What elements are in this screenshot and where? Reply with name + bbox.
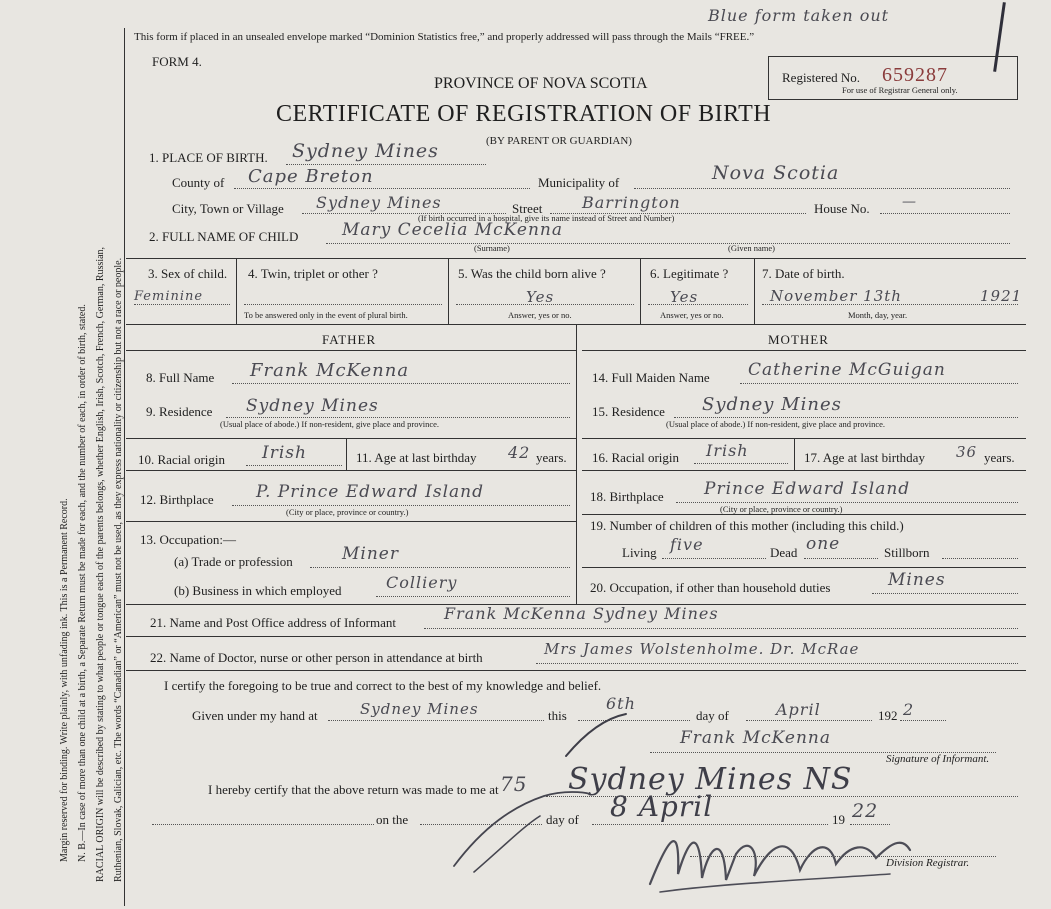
municipality-label: Municipality of	[538, 175, 620, 190]
father-trade-value: Miner	[342, 544, 399, 564]
father-name-line	[232, 383, 570, 384]
sex-line	[134, 304, 230, 305]
legitimate-note: Answer, yes or no.	[660, 310, 724, 320]
day-value: 6th	[606, 694, 636, 713]
father-heading-rule	[126, 350, 576, 351]
mother-rule-1	[582, 438, 1026, 439]
margin-note-4: Ruthenian, Slovak, Galician, etc. The words “Canadian” or “American” must not be used, as they express nationality or citizenship but not a race or people.	[113, 257, 124, 882]
county-label: County of	[172, 175, 225, 190]
registrar-year-prefix: 19	[832, 812, 845, 827]
sex-label: 3. Sex of child.	[148, 266, 228, 281]
municipality-value: Nova Scotia	[712, 162, 840, 184]
city-label: City, Town or Village	[172, 201, 284, 216]
registrar-number-value: 75	[500, 772, 528, 796]
mother-racial-value: Irish	[706, 441, 749, 460]
county-line	[234, 188, 530, 189]
hospital-note: (If birth occurred in a hospital, give its name instead of Street and Number)	[418, 213, 675, 223]
top-note: Blue form taken out	[708, 6, 890, 25]
alive-line	[456, 304, 634, 305]
mail-notice: This form if placed in an unsealed envelope marked “Dominion Statistics free,” and properly addressed will pass through the Mails “FREE.”	[134, 31, 755, 43]
father-age-label: 11. Age at last birthday	[356, 450, 477, 465]
registered-number: 659287	[882, 64, 948, 86]
full-name-line	[326, 243, 1010, 244]
sex-value: Feminine	[134, 289, 204, 304]
mother-living-line	[662, 558, 766, 559]
house-value: —	[902, 194, 917, 210]
mother-rule-4	[582, 567, 1026, 568]
informant-label: 21. Name and Post Office address of Informant	[150, 615, 396, 630]
informant-line	[424, 628, 1018, 629]
father-racial-value: Irish	[262, 443, 307, 463]
mother-heading-rule	[582, 350, 1026, 351]
registrar-on-line	[152, 824, 374, 825]
registrar-on-label: on the	[376, 812, 409, 827]
father-abode-note: (Usual place of abode.) If non-resident, give place and province.	[220, 419, 440, 429]
form-number: FORM 4.	[152, 54, 202, 69]
informant-signature: Frank McKenna	[680, 728, 831, 748]
father-rule-3	[126, 521, 576, 522]
mother-birthplace-line	[676, 502, 1018, 503]
place-of-birth-value: Sydney Mines	[292, 140, 439, 162]
date-line	[762, 304, 1018, 305]
col-sep-2	[448, 258, 449, 324]
registrar-place-value: Sydney Mines NS	[568, 762, 853, 797]
mother-birthplace-label: 18. Birthplace	[590, 489, 664, 504]
doctor-label: 22. Name of Doctor, nurse or other person in attendance at birth	[150, 650, 483, 665]
mother-residence-value: Sydney Mines	[702, 394, 842, 415]
province-heading: PROVINCE OF NOVA SCOTIA	[434, 75, 648, 92]
date-note: Month, day, year.	[848, 310, 908, 320]
mother-living-value: five	[670, 535, 704, 554]
mother-dead-value: one	[806, 534, 841, 554]
informant-signature-mark	[546, 712, 636, 760]
mother-rule-2	[582, 470, 1026, 471]
legitimate-line	[648, 304, 748, 305]
mother-dead-line	[804, 558, 878, 559]
legitimate-label: 6. Legitimate ?	[650, 266, 729, 281]
father-residence-label: 9. Residence	[146, 404, 213, 419]
year-prefix: 192	[878, 708, 898, 723]
alive-value: Yes	[526, 288, 555, 306]
informant-rule	[126, 636, 1026, 637]
given-label: Given under my hand at	[192, 708, 318, 723]
place-of-birth-label: 1. PLACE OF BIRTH.	[149, 150, 268, 165]
mother-name-value: Catherine McGuigan	[748, 360, 946, 380]
birth-year-value: 1921	[980, 287, 1023, 305]
alive-note: Answer, yes or no.	[508, 310, 572, 320]
registrar-statement: I hereby certify that the above return was made to me at	[208, 782, 499, 797]
father-birthplace-line	[232, 505, 570, 506]
col-sep-1	[236, 258, 237, 324]
given-place-line	[328, 720, 544, 721]
father-occupation-label: 13. Occupation:—	[140, 532, 237, 547]
father-name-label: 8. Full Name	[146, 370, 215, 385]
mother-heading: MOTHER	[768, 332, 829, 347]
twin-note: To be answered only in the event of plural birth.	[244, 310, 408, 320]
mother-abode-note: (Usual place of abode.) If non-resident, give place and province.	[666, 419, 886, 429]
mother-children-label: 19. Number of children of this mother (including this child.)	[590, 518, 904, 533]
mother-dead-label: Dead	[770, 545, 798, 560]
father-age-sep	[346, 438, 347, 470]
municipality-line	[634, 188, 1010, 189]
certificate-subtitle: (BY PARENT OR GUARDIAN)	[486, 135, 632, 147]
twin-label: 4. Twin, triplet or other ?	[248, 266, 378, 281]
mother-stillborn-line	[942, 558, 1018, 559]
mother-residence-line	[674, 417, 1018, 418]
mother-racial-label: 16. Racial origin	[592, 450, 680, 465]
father-racial-label: 10. Racial origin	[138, 452, 226, 467]
col-sep-4	[754, 258, 755, 324]
mother-name-label: 14. Full Maiden Name	[592, 370, 710, 385]
mother-years-label: years.	[984, 450, 1015, 465]
doctor-rule	[126, 670, 1026, 671]
registrar-flourish	[444, 786, 594, 876]
margin-note-1: Margin reserved for binding. Write plainly, with unfading ink. This is a Permanent Record.	[59, 498, 70, 862]
this-label: this	[548, 708, 567, 723]
city-value: Sydney Mines	[316, 193, 442, 212]
doctor-line	[536, 663, 1018, 664]
father-trade-label: (a) Trade or profession	[174, 554, 293, 569]
mother-age-sep	[794, 438, 795, 470]
father-business-label: (b) Business in which employed	[174, 583, 342, 598]
place-line	[286, 164, 486, 165]
father-city-note: (City or place, province or country.)	[286, 507, 409, 517]
margin-note-3: RACIAL ORIGIN will be described by stating to what people or tongue each of the parents belongs, whether English, Irish, Scotch, French, German, Russian,	[95, 246, 106, 882]
date-of-birth-label: 7. Date of birth.	[762, 266, 845, 281]
legitimate-value: Yes	[670, 288, 699, 306]
mother-city-note: (City or place, province or country.)	[720, 504, 843, 514]
street-value: Barrington	[582, 193, 681, 212]
surname-note: (Surname)	[474, 243, 510, 253]
margin-rule	[124, 28, 125, 906]
father-birthplace-value: P. Prince Edward Island	[256, 482, 484, 502]
county-value: Cape Breton	[248, 166, 374, 187]
father-racial-line	[246, 465, 342, 466]
mother-occupation-line	[872, 593, 1018, 594]
father-birthplace-label: 12. Birthplace	[140, 492, 214, 507]
father-business-value: Colliery	[386, 573, 458, 592]
mother-stillborn-label: Stillborn	[884, 545, 930, 560]
registrar-year-value: 22	[852, 800, 879, 822]
registered-label: Registered No.	[782, 70, 860, 85]
mother-racial-line	[694, 463, 788, 464]
margin-note-2: N. B.—In case of more than one child at a birth, a Separate Return must be made for each, and the number of each, in order of birth, stated.	[77, 304, 88, 862]
father-heading: FATHER	[322, 332, 377, 347]
alive-label: 5. Was the child born alive ?	[458, 266, 606, 281]
month-value: April	[776, 700, 821, 719]
informant-value: Frank McKenna Sydney Mines	[444, 604, 719, 623]
day-of-label: day of	[696, 708, 729, 723]
signature-label: Signature of Informant.	[886, 753, 990, 765]
parents-divider	[576, 324, 577, 604]
father-residence-line	[226, 417, 570, 418]
division-registrar-label: Division Registrar.	[886, 857, 970, 869]
date-of-birth-value: November 13th	[770, 287, 902, 305]
father-business-line	[376, 596, 570, 597]
year-value: 2	[903, 700, 915, 719]
father-years-label: years.	[536, 450, 567, 465]
father-rule-2	[126, 470, 576, 471]
certify-statement: I certify the foregoing to be true and correct to the best of my knowledge and belief.	[164, 678, 602, 693]
col-sep-3	[640, 258, 641, 324]
year-line	[900, 720, 946, 721]
father-rule-1	[126, 438, 576, 439]
full-name-value: Mary Cecelia McKenna	[342, 220, 564, 240]
father-age-value: 42	[508, 443, 531, 462]
registered-note: For use of Registrar General only.	[842, 85, 958, 95]
twin-line	[244, 304, 442, 305]
row-top-rule	[126, 258, 1026, 259]
given-name-note: (Given name)	[728, 243, 775, 253]
father-residence-value: Sydney Mines	[246, 396, 379, 416]
certificate-title: CERTIFICATE OF REGISTRATION OF BIRTH	[276, 101, 772, 127]
mother-occupation-value: Mines	[888, 570, 946, 590]
given-place-value: Sydney Mines	[360, 700, 479, 718]
father-name-value: Frank McKenna	[250, 360, 410, 381]
house-line	[880, 213, 1010, 214]
mother-rule-3	[582, 514, 1026, 515]
month-line	[746, 720, 872, 721]
mother-age-value: 36	[956, 443, 978, 461]
mother-occupation-label: 20. Occupation, if other than household duties	[590, 580, 831, 595]
full-name-label: 2. FULL NAME OF CHILD	[149, 229, 299, 244]
father-trade-line	[310, 567, 570, 568]
mother-name-line	[740, 383, 1018, 384]
mother-residence-label: 15. Residence	[592, 404, 665, 419]
street-label: Street	[512, 201, 543, 216]
house-label: House No.	[814, 201, 870, 216]
doctor-value: Mrs James Wolstenholme. Dr. McRae	[544, 640, 860, 658]
registrar-day-of-label: day of	[546, 812, 579, 827]
registrar-date-value: 8 April	[610, 790, 714, 823]
mother-age-label: 17. Age at last birthday	[804, 450, 925, 465]
mother-birthplace-value: Prince Edward Island	[704, 479, 911, 499]
mother-living-label: Living	[622, 545, 657, 560]
